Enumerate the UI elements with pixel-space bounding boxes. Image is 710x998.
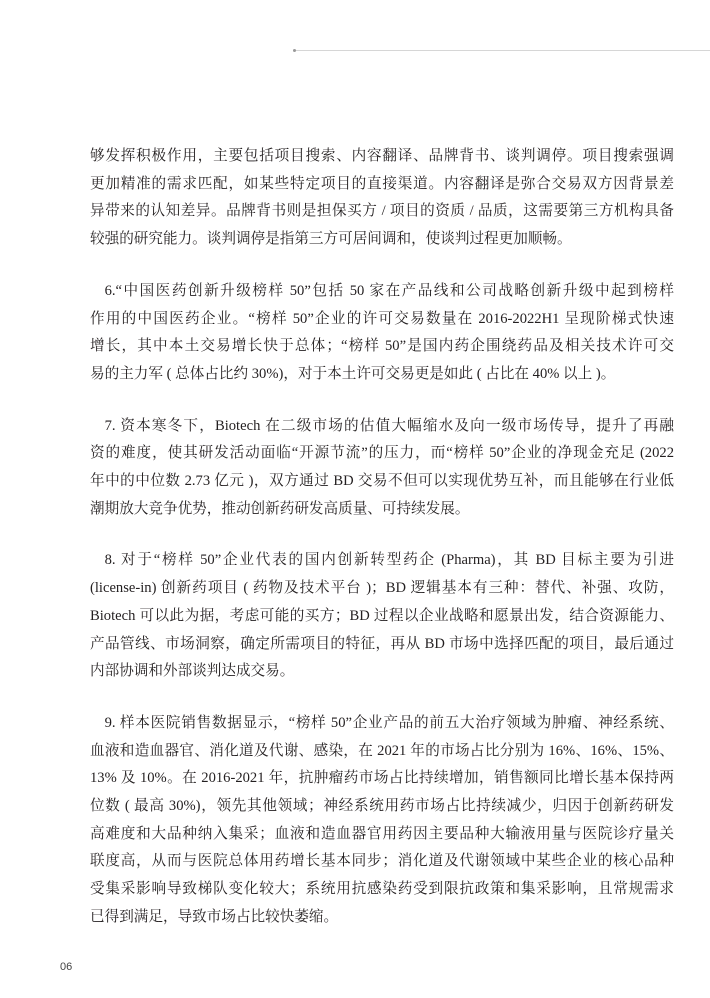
paragraph-9 [90,710,674,932]
text-line: 高难度和大品种纳入集采；血液和造血器官用药因主要品种大输液用量与医院诊疗量关 [90,825,674,842]
text-line: 8. 对于“榜样 50”企业代表的国内创新转型药企 (Pharma)，其 BD 目标主要为引进 [104,552,674,569]
body-text [90,143,674,956]
text-line: 更加精准的需求匹配，如某些特定项目的直接渠道。内容翻译是弥合交易双方因背景差 [90,175,674,192]
paragraph-8 [90,547,674,686]
text-line: 6.“中国医药创新升级榜样 50”包括 50 家在产品线和公司战略创新升级中起到榜样 [104,282,674,299]
text-line: 7. 资本寒冬下，Biotech 在二级市场的估值大幅缩水及向一级市场传导，提升了再融 [104,417,674,434]
text-line: 产品管线、市场洞察，确定所需项目的特征，再从 BD 市场中选择匹配的项目，最后通过 [90,635,674,652]
text-line: 受集采影响导致梯队变化较大；系统用抗感染药受到限抗政策和集采影响，且常规需求 [90,881,674,898]
text-line: 9. 样本医院销售数据显示，“榜样 50”企业产品的前五大治疗领域为肿瘤、神经系统、 [104,714,674,731]
page-number: 06 [60,961,73,973]
paragraph-7 [90,413,674,524]
text-line: 异带来的认知差异。品牌背书则是担保买方 / 项目的资质 / 品质，这需要第三方机构具备 [90,203,674,220]
text-line: 血液和造血器官、消化道及代谢、感染，在 2021 年的市场占比分别为 16%、16%、15%、 [90,742,674,759]
text-line: 作用的中国医药企业。“榜样 50”企业的许可交易数量在 2016-2022H1 呈现阶梯式快速 [90,310,674,327]
text-line: 13% 及 10%。在 2016-2021 年，抗肿瘤药市场占比持续增加，销售额同比增长基本保持两 [90,770,674,787]
text-line: 已得到满足，导致市场占比较快萎缩。 [90,908,339,925]
paragraph-6 [90,278,674,389]
text-line: (license-in) 创新药项目 ( 药物及技术平台 )；BD 逻辑基本有三种：替代、补强、攻防， [90,580,674,597]
header-rule-dot [293,49,296,52]
header-rule [296,50,710,51]
text-line: 联度高，从而与医院总体用药增长基本同步；消化道及代谢领域中某些企业的核心品种 [90,853,674,870]
text-line: 够发挥积极作用，主要包括项目搜索、内容翻译、品牌背书、谈判调停。项目搜索强调 [90,148,674,164]
text-line: 资的难度，使其研发活动面临“开源节流”的压力，而“榜样 50”企业的净现金充足 (2022 [90,445,674,462]
text-line: Biotech 可以此为据，考虑可能的买方；BD 过程以企业战略和愿景出发，结合资源能力、 [90,607,674,624]
text-line: 内部协调和外部谈判达成交易。 [90,663,295,680]
text-line: 年中的中位数 2.73 亿元 )，双方通过 BD 交易不但可以实现优势互补，而且能够在行业低 [90,473,674,490]
text-line: 位数 ( 最高 30%)，领先其他领域；神经系统用药市场占比持续减少，归因于创新药研发 [90,798,674,815]
text-line: 潮期放大竞争优势，推动创新药研发高质量、可持续发展。 [90,500,470,517]
text-line: 较强的研究能力。谈判调停是指第三方可居间调和，使谈判过程更加顺畅。 [90,231,572,248]
paragraph-continued [90,143,674,254]
text-line: 易的主力军 ( 总体占比约 30%)，对于本土许可交易更是如此 ( 占比在 40% 以上 )。 [90,365,616,382]
text-line: 增长，其中本土交易增长快于总体；“榜样 50”是国内药企围绕药品及相关技术许可交 [90,338,674,355]
